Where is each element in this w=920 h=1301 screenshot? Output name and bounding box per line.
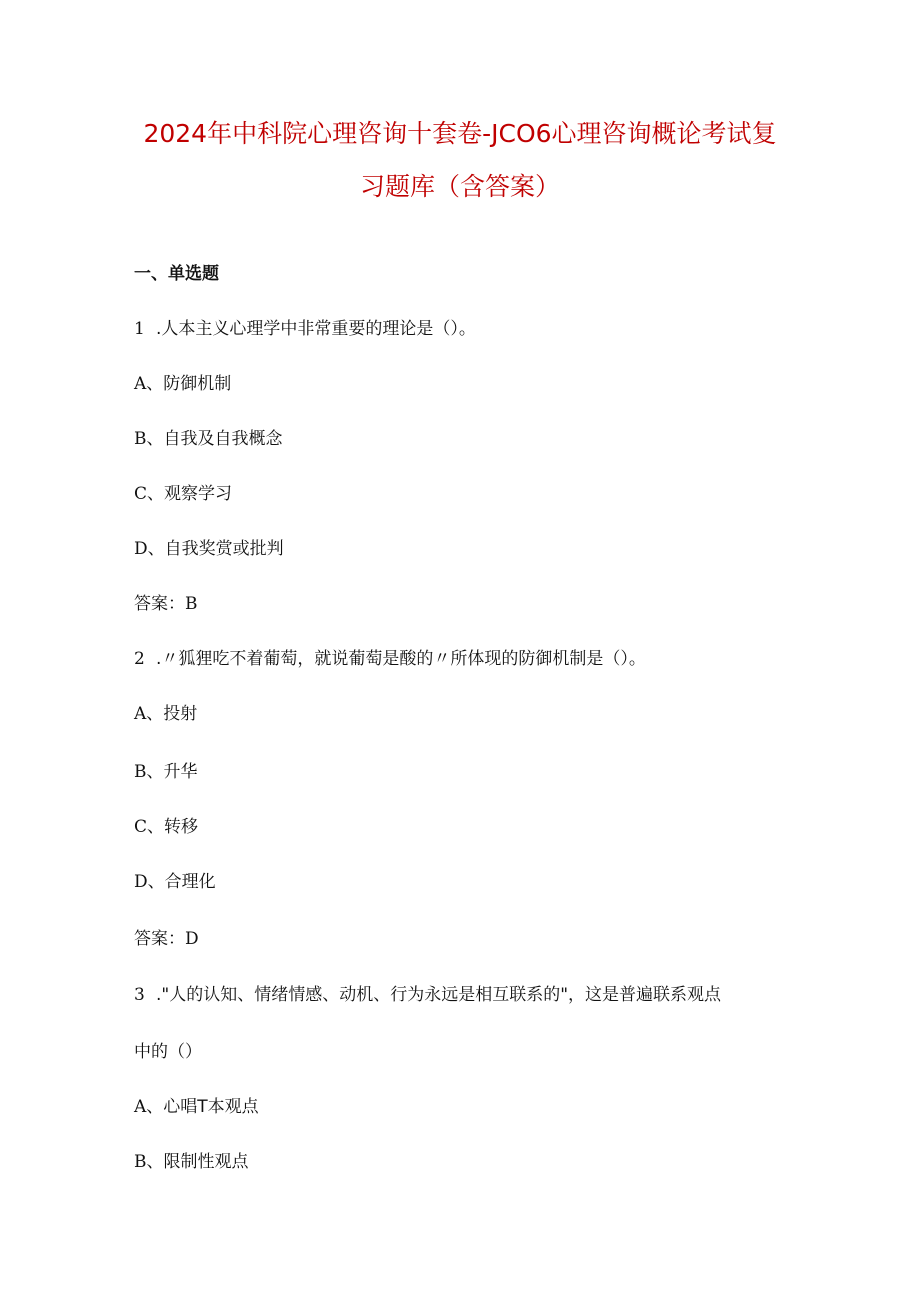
- option-letter: A、: [134, 1097, 164, 1117]
- question-1-stem: [134, 318, 476, 340]
- answer-label: 答案：: [134, 594, 185, 614]
- question-text: ."人的认知、情绪情感、动机、行为永远是相互联系的"，这是普遍联系观点: [156, 985, 722, 1005]
- question-3-option-a: [134, 1096, 259, 1118]
- question-3-stem-line-2: 中的（）: [134, 1042, 202, 1062]
- answer-value: D: [185, 929, 199, 949]
- option-text: 自我及自我概念: [163, 429, 283, 449]
- option-text: 自我奖赏或批判: [164, 539, 284, 559]
- document-title-line-2: 习题库（含答案）: [359, 172, 560, 201]
- answer-value: B: [185, 594, 198, 614]
- option-letter: A、: [134, 704, 164, 724]
- option-text: 升华: [163, 762, 198, 782]
- option-letter: C、: [134, 484, 165, 504]
- question-1-option-a: [134, 373, 231, 395]
- option-text: 转移: [164, 817, 199, 837]
- question-text: .〃狐狸吃不着葡萄，就说葡萄是酸的〃所体现的防御机制是（）。: [156, 649, 646, 669]
- question-1-option-c: [134, 483, 232, 505]
- option-letter: D、: [134, 539, 165, 559]
- answer-label: 答案：: [134, 929, 185, 949]
- question-3-option-b: [134, 1151, 249, 1173]
- question-1-option-b: [134, 428, 283, 450]
- question-number: 3: [134, 985, 145, 1005]
- option-text: 防御机制: [163, 374, 232, 394]
- question-1-answer: [134, 593, 198, 615]
- option-text: 限制性观点: [163, 1152, 249, 1172]
- question-2-stem: [134, 648, 646, 670]
- question-number: 2: [134, 649, 145, 669]
- option-letter: A、: [134, 374, 164, 394]
- option-text: 合理化: [164, 872, 216, 892]
- option-text: 心唱T本观点: [163, 1097, 259, 1117]
- question-1-option-d: [134, 538, 284, 560]
- question-3-stem-line-1: [134, 984, 721, 1006]
- question-number: 1: [134, 319, 145, 339]
- option-letter: B、: [134, 762, 164, 782]
- option-letter: C、: [134, 817, 165, 837]
- option-letter: D、: [134, 872, 165, 892]
- question-2-option-b: [134, 761, 198, 783]
- option-text: 投射: [163, 704, 198, 724]
- question-2-option-a: [134, 703, 197, 725]
- option-letter: B、: [134, 429, 164, 449]
- question-2-option-d: [134, 871, 216, 893]
- question-text: .人本主义心理学中非常重要的理论是（）。: [156, 319, 476, 339]
- option-text: 观察学习: [164, 484, 233, 504]
- section-heading: 一、单选题: [134, 264, 219, 284]
- option-letter: B、: [134, 1152, 164, 1172]
- question-2-answer: [134, 928, 199, 950]
- document-title-line-1: 2024年中科院心理咨询十套卷-JCO6心理咨询概论考试复: [143, 119, 777, 148]
- question-2-option-c: [134, 816, 198, 838]
